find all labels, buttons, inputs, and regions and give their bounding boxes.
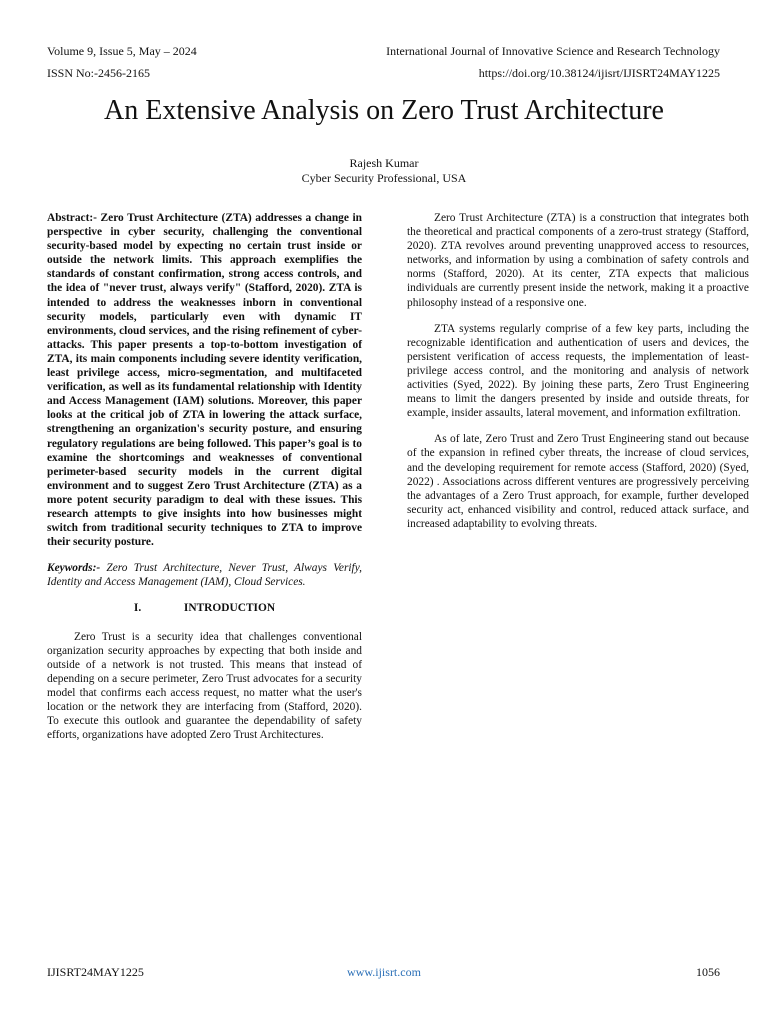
paper-title: An Extensive Analysis on Zero Trust Architecture [104, 95, 664, 126]
author-affiliation: Cyber Security Professional, USA [301, 171, 467, 185]
introduction-paragraph: Zero Trust is a security idea that challenges conventional organization security approaches by expecting that both inside and outside of a network is not trusted. This means that instead of depending on a secure perimeter, Zero Trust advocates for a security model that confirms each access request, no matter what the user's location or the network they are interfacing from (Stafford, 2020). To execute this outlook and guarantee the dependability of safety efforts, organizations have adopted Zero Trust Architectures. [47, 630, 362, 742]
volume-issue: Volume 9, Issue 5, May – 2024 [47, 44, 197, 58]
keywords [47, 561, 362, 589]
footer-paper-id: IJISRT24MAY1225 [47, 965, 144, 979]
right-column [407, 211, 749, 531]
issn: ISSN No:-2456-2165 [47, 66, 151, 80]
section-heading-introduction [47, 601, 362, 615]
doi-link[interactable]: https://doi.org/10.38124/ijisrt/IJISRT24MAY1225 [478, 66, 720, 80]
left-column [47, 211, 362, 742]
keywords-label: Keywords:- [47, 562, 101, 575]
journal-name: International Journal of Innovative Science and Research Technology [386, 44, 720, 58]
body-paragraph: As of late, Zero Trust and Zero Trust Engineering stand out because of the expansion in refined cyber threats, the increase of cloud services, and the developing requirement for remote access (Stafford, 2020) (Syed, 2022) . Associations across different ventures are progressively perceiving the advantages of a Zero Trust approach, for example, further developed security act, enhanced visibility and control, reduced attack surface, and increased adaptability to evolving threats. [407, 433, 749, 530]
footer-website-link[interactable]: www.ijisrt.com [347, 965, 421, 979]
body-paragraph: Zero Trust Architecture (ZTA) is a construction that integrates both the theoretical and practical components of a zero-trust strategy (Stafford, 2020). ZTA revolves around preventing unapproved access to resources, networks, and information by using a combination of safety controls and norms (Stafford, 2020). At its center, ZTA expects that malicious individuals are currently present inside the network, making it a proactive philosophy instead of a responsive one. [407, 212, 749, 309]
body-paragraph: ZTA systems regularly comprise of a few key parts, including the recognizable identification and authentication of users and devices, the persistent verification of access requests, the implementation of least-privilege access control, and the monitoring and analysis of network activities (Syed, 2022). By joining these parts, Zero Trust Engineering means to limit the dangers presented by inside and outside threats, for example, insider assaults, lateral movement, and information exfiltration. [407, 322, 749, 420]
section-title: INTRODUCTION [183, 602, 276, 615]
abstract: Abstract:- Zero Trust Architecture (ZTA) addresses a change in perspective in cyber security, challenging the conventional security-based model by expecting no certain trust inside or outside the network limits. This approach exemplifies the standards of constant confirmation, strong access controls, and the idea of "never trust, always verify" (Stafford, 2020). ZTA is intended to address the weaknesses inborn in conventional security models, particularly even with dynamic IT environments, cloud services, and the rising refinement of cyber-attacks. This paper presents a top-to-bottom investigation of ZTA, its main components including severe identity verification, least privilege access, micro-segmentation, and multifaceted verification, as well as its fundamental relationship with Identity and Access Management (IAM) solutions. Moreover, this paper looks at the critical job of ZTA in lowering the attack surface, strengthening an organization's security posture, and ensuring regulatory regulations are being followed. This paper’s goal is to examine the shortcomings and weaknesses of conventional perimeter-based security models in the current digital environment and to suggest Zero Trust Architecture (ZTA) as a more potent security paradigm to deal with these issues. This research attempts to give insights into how businesses might switch from traditional security techniques to ZTA to improve their security posture. [47, 212, 362, 549]
author-name: Rajesh Kumar [349, 156, 419, 170]
page-number: 1056 [696, 965, 720, 979]
keywords-text: Zero Trust Architecture, Never Trust, Always Verify, Identity and Access Management (IAM), Cloud Services. [47, 562, 362, 589]
section-number: I. [133, 602, 142, 615]
